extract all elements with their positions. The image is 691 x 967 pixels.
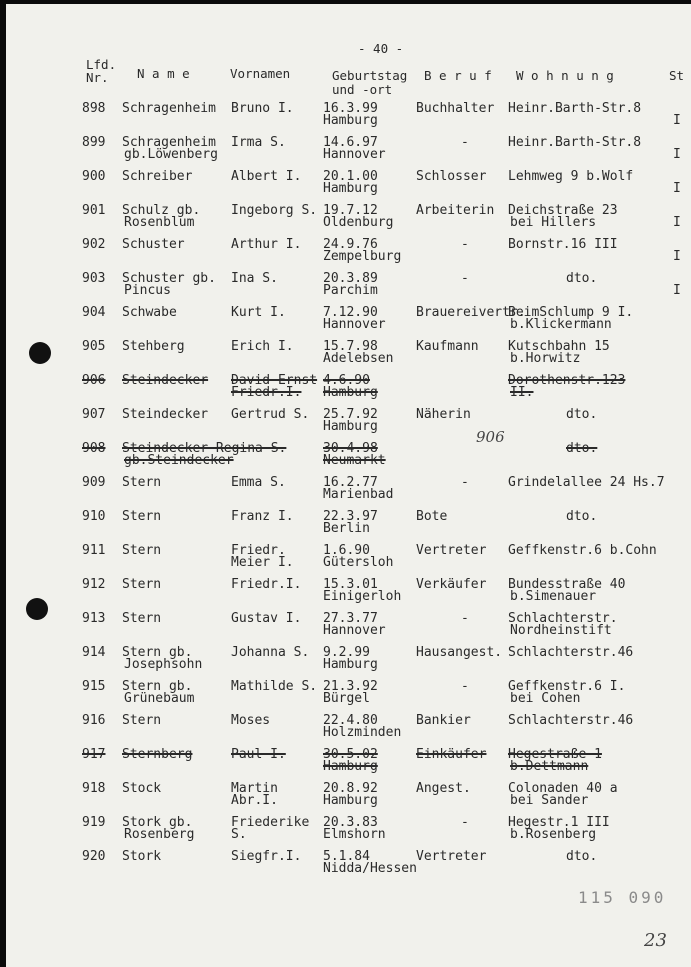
entry-name: Stern — [122, 509, 162, 524]
entry-birthplace: Hamburg — [323, 759, 378, 774]
entry-birthplace: Einigerloh — [323, 589, 402, 604]
entry-birthplace: Hamburg — [323, 657, 378, 672]
entry-vornamen: Friedr.I. — [231, 577, 302, 592]
entry-name: Steindecker Regina S. — [122, 441, 287, 456]
entry-birthplace: Gütersloh — [323, 555, 394, 570]
entry-birthplace: Neumarkt — [323, 453, 386, 468]
entry-wohnung: Geffkenstr.6 b.Cohn — [508, 543, 657, 558]
entry-birthplace: Hamburg — [323, 419, 378, 434]
entry-beruf: - — [461, 237, 469, 252]
entry-name: Sternberg — [122, 747, 193, 762]
entry-birthdate: 21.3.92 — [323, 679, 378, 694]
document-page — [6, 4, 691, 967]
entry-birthdate: 25.7.92 — [323, 407, 378, 422]
entry-vornamen: Abr.I. — [231, 793, 278, 808]
entry-number: 911 — [82, 543, 106, 558]
entry-birthdate: 22.4.80 — [323, 713, 378, 728]
entry-vornamen: Friederike — [231, 815, 310, 830]
entry-birthdate: 15.3.01 — [323, 577, 378, 592]
entry-vornamen: Kurt I. — [231, 305, 286, 320]
entry-number: 902 — [82, 237, 106, 252]
entry-vornamen: Johanna S. — [231, 645, 310, 660]
entry-birthdate: 9.2.99 — [323, 645, 370, 660]
entry-wohnung: Schlachterstr. — [508, 611, 618, 626]
entry-wohnung: BeimSchlump 9 I. — [508, 305, 634, 320]
entry-number: 910 — [82, 509, 106, 524]
entry-wohnung: dto. — [566, 441, 598, 456]
entry-name: Stehberg — [122, 339, 185, 354]
entry-name: Stern — [122, 543, 162, 558]
entry-number: 917 — [82, 747, 106, 762]
entry-name: Schuster gb. — [122, 271, 216, 286]
entry-beruf: Schlosser — [416, 169, 487, 184]
entry-wohnung: Hegestraße 1 — [508, 747, 602, 762]
handwritten-note: 906 — [476, 428, 505, 446]
entry-name: Schreiber — [122, 169, 193, 184]
entry-number: 904 — [82, 305, 106, 320]
entry-vornamen: Bruno I. — [231, 101, 294, 116]
entry-birthplace: Hamburg — [323, 793, 378, 808]
entry-wohnung: dto. — [566, 849, 598, 864]
entry-vornamen: Moses — [231, 713, 271, 728]
entry-name: Rosenblum — [124, 215, 195, 230]
entry-beruf: - — [461, 815, 469, 830]
entry-wohnung: dto. — [566, 271, 598, 286]
entry-vornamen: Mathilde S. — [231, 679, 318, 694]
entry-name: Stern gb. — [122, 645, 193, 660]
entry-wohnung: Hegestr.1 III — [508, 815, 610, 830]
entry-birthdate: 22.3.97 — [323, 509, 378, 524]
entry-name: gb.Steindecker — [124, 453, 234, 468]
entry-birthdate: 30.4.98 — [323, 441, 378, 456]
entry-vornamen: Ina S. — [231, 271, 278, 286]
page-folio: 23 — [644, 930, 667, 951]
entry-wohnung: bei Hillers — [510, 215, 597, 230]
entry-number: 901 — [82, 203, 106, 218]
entry-birthplace: Zempelburg — [323, 249, 402, 264]
entry-vornamen: Friedr.I. — [231, 385, 302, 400]
entry-number: 913 — [82, 611, 106, 626]
entry-name: Stork — [122, 849, 162, 864]
entry-birthplace: Hamburg — [323, 385, 378, 400]
entry-beruf: - — [461, 135, 469, 150]
entry-wohnung: Schlachterstr.46 — [508, 645, 634, 660]
header-lfd: Lfd. — [86, 57, 117, 72]
entry-beruf: Buchhalter — [416, 101, 495, 116]
entry-wohnung: bei Cohen — [510, 691, 581, 706]
entry-beruf: - — [461, 475, 469, 490]
entry-wohnung: Heinr.Barth-Str.8 — [508, 101, 642, 116]
entry-name: Stock — [122, 781, 162, 796]
entry-birthplace: Marienbad — [323, 487, 394, 502]
entry-wohnung: Heinr.Barth-Str.8 — [508, 135, 642, 150]
entry-st: I — [673, 215, 681, 230]
entry-birthdate: 27.3.77 — [323, 611, 378, 626]
entry-beruf: Vertreter — [416, 543, 487, 558]
entry-name: Stork gb. — [122, 815, 193, 830]
header-beruf: B e r u f — [424, 68, 492, 83]
entry-name: Grünebaum — [124, 691, 195, 706]
entry-name: Stern gb. — [122, 679, 193, 694]
entry-vornamen: Emma S. — [231, 475, 286, 490]
entry-beruf: - — [461, 611, 469, 626]
entry-wohnung: b.Simenauer — [510, 589, 597, 604]
entry-birthdate: 20.3.89 — [323, 271, 378, 286]
entry-beruf: Brauereivertr. — [416, 305, 526, 320]
entry-wohnung: dto. — [566, 407, 598, 422]
entry-name: Stern — [122, 475, 162, 490]
entry-vornamen: Martin — [231, 781, 278, 796]
entry-birthdate: 20.8.92 — [323, 781, 378, 796]
entry-birthplace: Oldenburg — [323, 215, 394, 230]
page-number: - 40 - — [358, 41, 404, 56]
entry-name: Schulz gb. — [122, 203, 201, 218]
entry-number: 920 — [82, 849, 106, 864]
entry-birthplace: Hannover — [323, 623, 386, 638]
entry-name: gb.Löwenberg — [124, 147, 218, 162]
entry-beruf: - — [461, 271, 469, 286]
entry-number: 905 — [82, 339, 106, 354]
entry-st: I — [673, 147, 681, 162]
entry-vornamen: Arthur I. — [231, 237, 302, 252]
entry-vornamen: David Ernst — [231, 373, 318, 388]
entry-wohnung: Kutschbahn 15 — [508, 339, 610, 354]
header-wohnung: W o h n u n g — [516, 68, 614, 83]
entry-number: 916 — [82, 713, 106, 728]
entry-vornamen: Ingeborg S. — [231, 203, 318, 218]
entry-vornamen: Erich I. — [231, 339, 294, 354]
entry-wohnung: Schlachterstr.46 — [508, 713, 634, 728]
header-geburtstag: Geburtstag — [332, 68, 408, 83]
entry-birthdate: 24.9.76 — [323, 237, 378, 252]
entry-birthplace: Holzminden — [323, 725, 402, 740]
entry-birthdate: 20.1.00 — [323, 169, 378, 184]
entry-name: Stern — [122, 611, 162, 626]
entry-number: 915 — [82, 679, 106, 694]
entry-beruf: Kaufmann — [416, 339, 479, 354]
entry-birthplace: Hannover — [323, 317, 386, 332]
entry-wohnung: II. — [510, 385, 534, 400]
entry-number: 898 — [82, 101, 106, 116]
entry-wohnung: Dorothenstr.123 — [508, 373, 626, 388]
entry-beruf: Arbeiterin — [416, 203, 495, 218]
entry-wohnung: Colonaden 40 a — [508, 781, 618, 796]
entry-number: 919 — [82, 815, 106, 830]
entry-birthplace: Nidda/Hessen — [323, 861, 417, 876]
entry-birthdate: 20.3.83 — [323, 815, 378, 830]
entry-birthplace: Elmshorn — [323, 827, 386, 842]
entry-birthplace: Berlin — [323, 521, 370, 536]
entry-number: 909 — [82, 475, 106, 490]
entry-birthplace: Hamburg — [323, 181, 378, 196]
entry-vornamen: Siegfr.I. — [231, 849, 302, 864]
entry-name: Schuster — [122, 237, 185, 252]
entry-name: Steindecker — [122, 373, 209, 388]
entry-birthdate: 4.6.90 — [323, 373, 370, 388]
entry-name: Stern — [122, 577, 162, 592]
entry-name: Rosenberg — [124, 827, 195, 842]
entry-wohnung: Bundesstraße 40 — [508, 577, 626, 592]
punch-hole-top — [29, 342, 51, 364]
entry-st: I — [673, 113, 681, 128]
entry-wohnung: Geffkenstr.6 I. — [508, 679, 626, 694]
entry-vornamen: Franz I. — [231, 509, 294, 524]
entry-wohnung: Lehmweg 9 b.Wolf — [508, 169, 634, 184]
entry-wohnung: Grindelallee 24 Hs.7 — [508, 475, 665, 490]
entry-birthdate: 7.12.90 — [323, 305, 378, 320]
entry-wohnung: Deichstraße 23 — [508, 203, 618, 218]
entry-vornamen: Meier I. — [231, 555, 294, 570]
entry-birthdate: 5.1.84 — [323, 849, 370, 864]
entry-name: Stern — [122, 713, 162, 728]
entry-wohnung: b.Rosenberg — [510, 827, 597, 842]
entry-birthdate: 16.2.77 — [323, 475, 378, 490]
entry-wohnung: Nordheinstift — [510, 623, 612, 638]
entry-beruf: - — [461, 679, 469, 694]
entry-number: 908 — [82, 441, 106, 456]
entry-wohnung: Bornstr.16 III — [508, 237, 618, 252]
entry-number: 914 — [82, 645, 106, 660]
entry-number: 900 — [82, 169, 106, 184]
entry-number: 903 — [82, 271, 106, 286]
header-geburtsort: und -ort — [332, 82, 393, 97]
header-nr: Nr. — [86, 70, 109, 85]
entry-name: Steindecker — [122, 407, 209, 422]
entry-birthplace: Hannover — [323, 147, 386, 162]
entry-birthdate: 14.6.97 — [323, 135, 378, 150]
archive-stamp: 115 090 — [578, 888, 667, 907]
entry-number: 899 — [82, 135, 106, 150]
header-vornamen: Vornamen — [230, 66, 291, 81]
entry-st: I — [673, 181, 681, 196]
punch-hole-bottom — [26, 598, 48, 620]
entry-st: I — [673, 249, 681, 264]
entry-birthplace: Hamburg — [323, 113, 378, 128]
header-name: N a m e — [137, 66, 190, 81]
entry-wohnung: dto. — [566, 509, 598, 524]
entry-vornamen: Friedr. — [231, 543, 286, 558]
entry-number: 907 — [82, 407, 106, 422]
entry-st: I — [673, 283, 681, 298]
entry-beruf: Bankier — [416, 713, 471, 728]
entry-vornamen: S. — [231, 827, 247, 842]
entry-vornamen: Paul I. — [231, 747, 286, 762]
entry-wohnung: b.Horwitz — [510, 351, 581, 366]
entry-beruf: Näherin — [416, 407, 471, 422]
entry-name: Pincus — [124, 283, 171, 298]
entry-wohnung: b.Dettmann — [510, 759, 589, 774]
entry-birthdate: 19.7.12 — [323, 203, 378, 218]
entry-beruf: Hausangest. — [416, 645, 503, 660]
entry-vornamen: Albert I. — [231, 169, 302, 184]
entry-birthdate: 30.5.02 — [323, 747, 378, 762]
entry-birthdate: 1.6.90 — [323, 543, 370, 558]
entry-name: Schwabe — [122, 305, 177, 320]
entry-vornamen: Gertrud S. — [231, 407, 310, 422]
entry-number: 918 — [82, 781, 106, 796]
entry-wohnung: bei Sander — [510, 793, 589, 808]
entry-birthplace: Parchim — [323, 283, 378, 298]
entry-birthplace: Bürgel — [323, 691, 370, 706]
entry-beruf: Vertreter — [416, 849, 487, 864]
entry-number: 912 — [82, 577, 106, 592]
entry-birthdate: 15.7.98 — [323, 339, 378, 354]
entry-name: Josephsohn — [124, 657, 203, 672]
entry-vornamen: Irma S. — [231, 135, 286, 150]
entry-beruf: Einkäufer — [416, 747, 487, 762]
entry-beruf: Angest. — [416, 781, 471, 796]
entry-beruf: Bote — [416, 509, 448, 524]
entry-wohnung: b.Klickermann — [510, 317, 612, 332]
entry-name: Schragenheim — [122, 135, 216, 150]
entry-name: Schragenheim — [122, 101, 216, 116]
header-st: St — [669, 68, 685, 83]
entry-birthplace: Adelebsen — [323, 351, 394, 366]
entry-vornamen: Gustav I. — [231, 611, 302, 626]
entry-birthdate: 16.3.99 — [323, 101, 378, 116]
entry-beruf: Verkäufer — [416, 577, 487, 592]
entry-number: 906 — [82, 373, 106, 388]
